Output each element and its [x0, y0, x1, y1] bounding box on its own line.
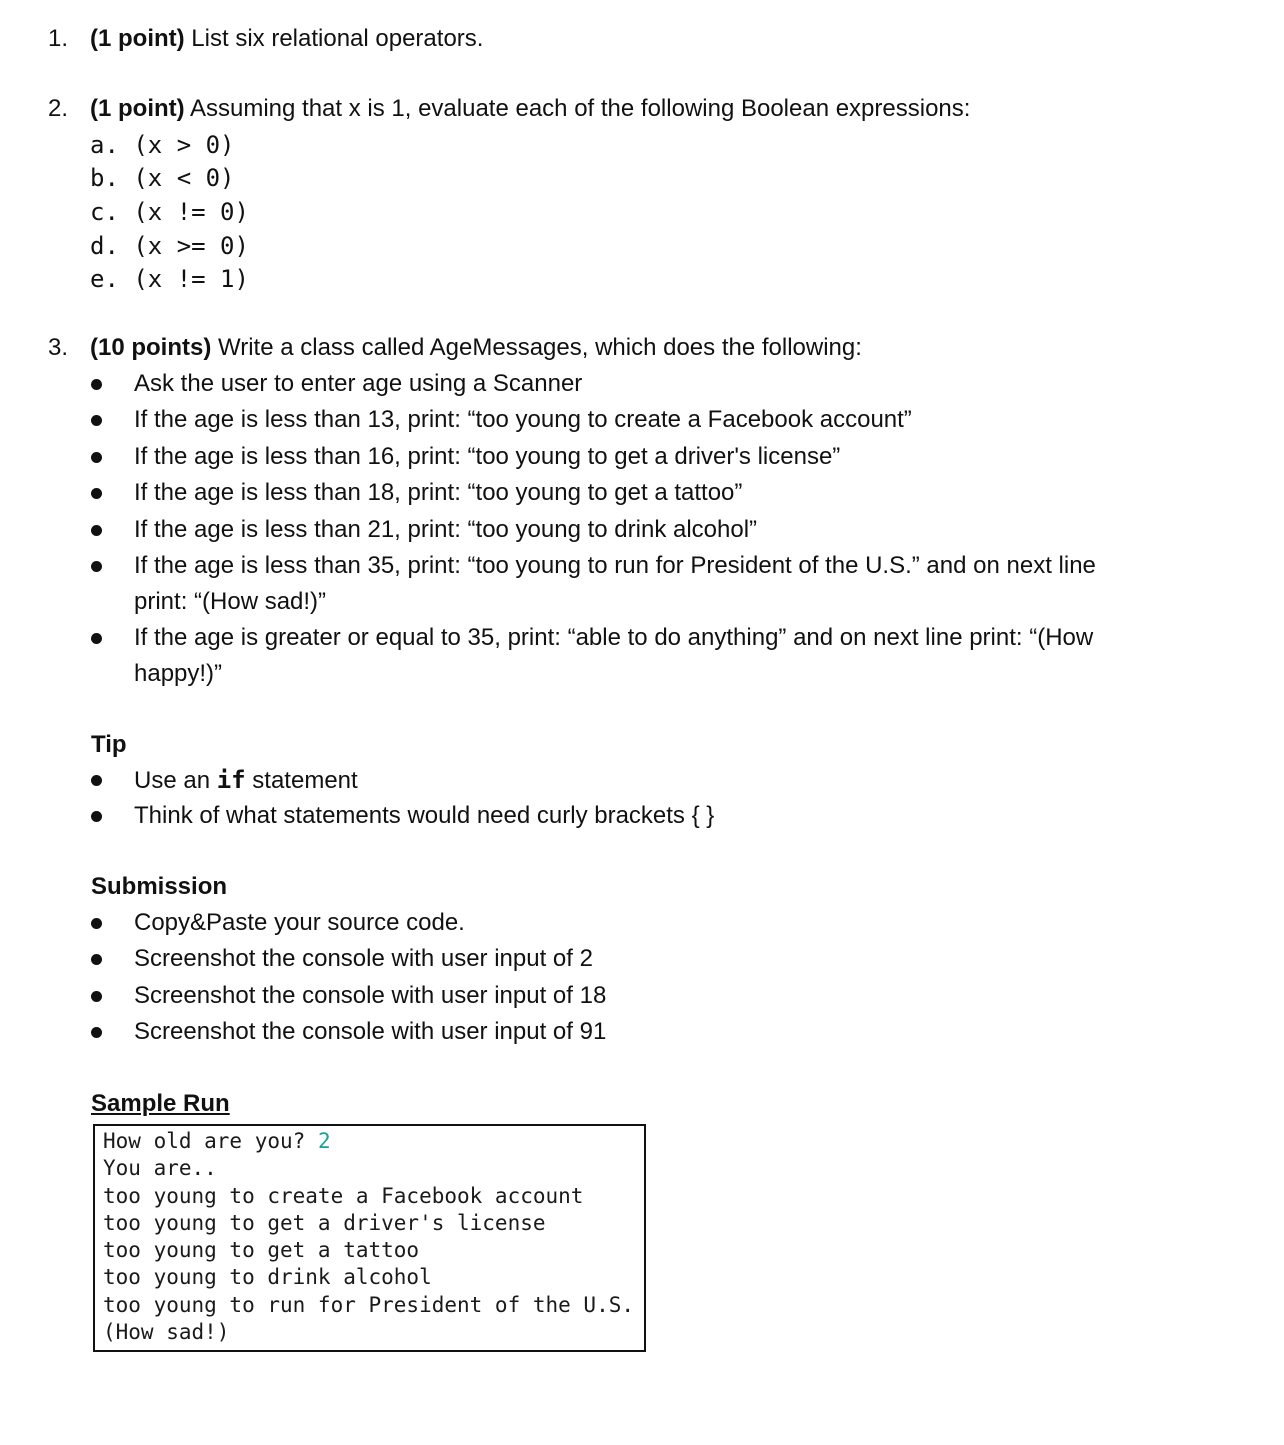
- console-line: too young to run for President of the U.S.: [103, 1292, 635, 1317]
- question-body: Write a class called AgeMessages, which does the following:: [211, 334, 862, 361]
- submission-heading: Submission: [91, 873, 228, 900]
- console-line: too young to get a driver's license: [103, 1210, 546, 1235]
- bullet-icon: [91, 379, 102, 390]
- console-lines: [103, 1128, 634, 1346]
- console-line: too young to create a Facebook account: [103, 1183, 584, 1208]
- points-label: (1 point): [90, 25, 185, 52]
- question-number: 1.: [48, 25, 69, 52]
- bullet-icon: [91, 415, 102, 426]
- expression-item: b. (x < 0): [90, 164, 235, 192]
- user-input-value: 2: [317, 1129, 331, 1153]
- console-prompt-line: How old are you? 2: [103, 1129, 331, 1153]
- question-text: [90, 21, 483, 57]
- bullet-icon: [91, 1027, 102, 1038]
- expression-item: c. (x != 0): [90, 198, 249, 226]
- bullet-icon: [91, 918, 102, 929]
- question-text: [90, 91, 970, 127]
- question-text: [90, 330, 862, 366]
- console-line: You are..: [103, 1156, 217, 1181]
- points-label: (10 points): [90, 334, 212, 361]
- bullet-icon: [91, 488, 102, 499]
- question-number: 2.: [48, 95, 69, 122]
- bullet-icon: [91, 954, 102, 965]
- expression-item: a. (x > 0): [90, 131, 235, 159]
- expression-item: d. (x >= 0): [90, 232, 249, 260]
- bullet-icon: [91, 561, 102, 572]
- console-line: too young to get a tattoo: [103, 1238, 420, 1263]
- bullet-icon: [91, 525, 102, 536]
- console-line: (How sad!): [103, 1320, 230, 1345]
- console-line: too young to drink alcohol: [103, 1265, 432, 1290]
- inline-code: if: [216, 766, 246, 794]
- question-body: List six relational operators.: [184, 25, 484, 52]
- question-number: 3.: [48, 334, 69, 361]
- bullet-icon: [91, 775, 102, 786]
- bullet-icon: [91, 452, 102, 463]
- console-output-box: [93, 1124, 646, 1352]
- points-label: (1 point): [90, 95, 185, 122]
- bullet-icon: [91, 991, 102, 1002]
- question-body: Assuming that x is 1, evaluate each of the following Boolean expressions:: [184, 95, 971, 122]
- expression-item: e. (x != 1): [90, 265, 249, 293]
- tip-heading: Tip: [91, 731, 127, 758]
- bullet-icon: [91, 811, 102, 822]
- bullet-icon: [91, 633, 102, 644]
- sample-run-heading: Sample Run: [91, 1090, 230, 1117]
